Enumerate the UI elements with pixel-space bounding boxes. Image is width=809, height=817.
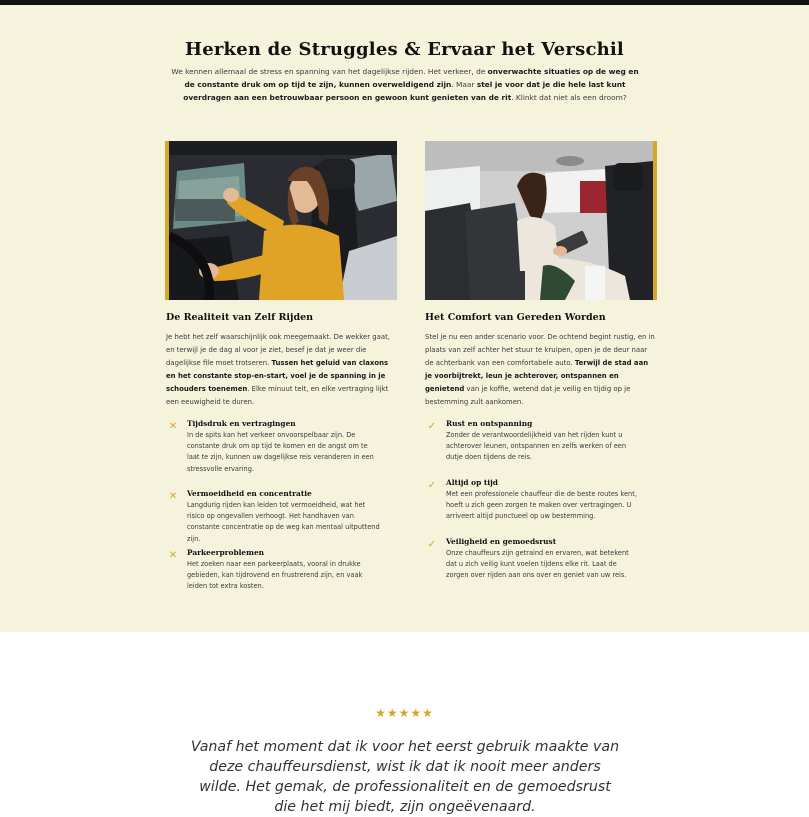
feature-title: Tijdsdruk en vertragingen	[187, 419, 296, 428]
right-column	[425, 312, 657, 410]
rating-stars: ★★★★★	[375, 706, 434, 720]
testimonial-quote: Vanaf het moment dat ik voor het eerst gebruik maakte van deze chauffeursdienst, wist ik dat ik nooit meer anders wilde. Het gemak, de professionaliteit en de gemoedsrust die het mij biedt, zijn ongeëvenaard.	[190, 739, 620, 815]
section-intro	[170, 65, 640, 104]
left-text-bold: Tussen het geluid van claxons en het constante stop-en-start, voel je de spanning in je schouders toenemen	[166, 359, 389, 394]
feature-title: Veiligheid en gemoedsrust	[446, 537, 557, 546]
check-icon: ✓	[427, 421, 437, 432]
intro-text: . Klinkt dat niet als een droom?	[511, 93, 627, 102]
right-text: van je koffie, wetend dat je veilig en tijdig op je bestemming zult aankomen.	[425, 385, 631, 407]
intro-bold: stel je voor dat je die hele last kunt overdragen aan een betrouwbaar persoon en gewoon kunt genieten van de rit	[183, 80, 626, 102]
right-feature-1	[425, 419, 640, 464]
x-icon: ✕	[168, 421, 178, 432]
driving-stress-image	[165, 141, 397, 300]
left-feature-1	[166, 419, 381, 475]
feature-text: Langdurig rijden kan leiden tot vermoeidheid, wat het risico op ongevallen verhoogt. Het handhaven van constante concentratie op de weg kan mentaal uitputtend zijn.	[187, 501, 380, 543]
feature-text: Onze chauffeurs zijn getraind en ervaren, wat betekent dat u zich veilig kunt voelen tijdens elke rit. Laat de zorgen over rijden aan ons over en geniet van uw reis.	[446, 549, 629, 580]
left-text: Je hebt het zelf waarschijnlijk ook meegemaakt. De wekker gaat, en terwijl je de dag al voor je ziet, besef je dat je weer die dagelijkse file moet trotseren.	[166, 333, 390, 368]
check-icon: ✓	[427, 539, 437, 550]
feature-title: Rust en ontspanning	[446, 419, 533, 428]
section-title: Herken de Struggles & Ervaar het Verschil	[185, 39, 624, 60]
left-text: . Elke minuut telt, en elke vertraging lijkt een eeuwigheid te duren.	[166, 385, 389, 407]
right-column-text	[425, 331, 657, 410]
feature-title: Vermoeidheid en concentratie	[187, 489, 312, 498]
intro-bold: onverwachte situaties op de weg en de constante druk om op tijd te zijn, kunnen overweldigend zijn	[184, 67, 639, 89]
feature-text: In de spits kan het verkeer onvoorspelbaar zijn. De constante druk om op tijd te komen en de angst om te laat te zijn, kunnen uw dagelijkse reis veranderen in een stressvolle ervaring.	[187, 431, 374, 473]
right-text-bold: Terwijl de stad aan je voorbijtrekt, leun je achterover, ontspannen en genietend	[425, 359, 649, 394]
left-feature-2	[166, 489, 381, 545]
feature-text: Het zoeken naar een parkeerplaats, vooral in drukke gebieden, kan tijdrovend en frustrerend zijn, en vaak leiden tot extra kosten.	[187, 560, 363, 591]
left-feature-3	[166, 548, 381, 593]
left-column-title: De Realiteit van Zelf Rijden	[166, 312, 314, 323]
feature-text: Met een professionele chauffeur die de beste routes kent, hoeft u zich geen zorgen te maken over vertragingen. U arriveert altijd punctueel op uw bestemming.	[446, 490, 637, 521]
x-icon: ✕	[168, 550, 178, 561]
check-icon: ✓	[427, 480, 437, 491]
feature-text: Zonder de verantwoordelijkheid van het rijden kunt u achterover leunen, ontspannen en zelfs werken of een dutje doen tijdens de reis.	[446, 431, 627, 462]
feature-title: Parkeerproblemen	[187, 548, 265, 557]
feature-title: Altijd op tijd	[446, 478, 498, 487]
left-column-text	[166, 331, 398, 410]
right-feature-2	[425, 478, 640, 523]
intro-text: . Maar	[451, 80, 477, 89]
right-column-title: Het Comfort van Gereden Worden	[425, 312, 606, 323]
right-feature-3	[425, 537, 640, 582]
left-column	[166, 312, 398, 410]
intro-text: We kennen allemaal de stress en spanning van het dagelijkse rijden. Het verkeer, de	[171, 67, 488, 76]
x-icon: ✕	[168, 491, 178, 502]
backseat-comfort-image	[425, 141, 657, 300]
right-text: Stel je nu een ander scenario voor. De ochtend begint rustig, en in plaats van zelf achter het stuur te kruipen, open je de deur naar de achterbank van een comfortabele auto.	[425, 333, 655, 368]
